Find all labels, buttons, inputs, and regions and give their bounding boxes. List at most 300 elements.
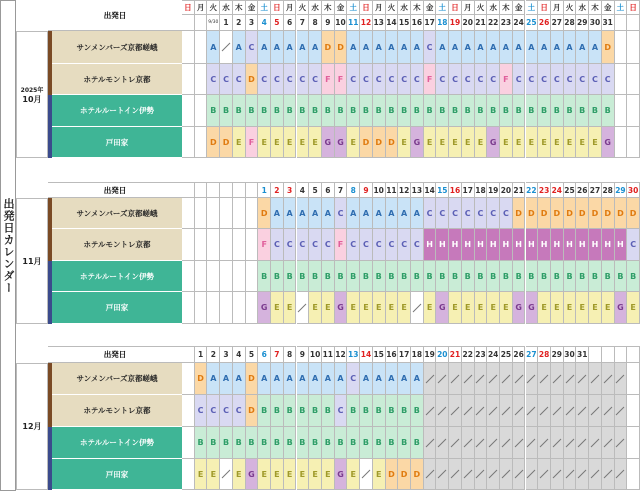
availability-cell-E[interactable]: E	[538, 292, 551, 324]
availability-cell-C[interactable]: C	[347, 64, 360, 95]
availability-cell-B[interactable]: B	[373, 395, 386, 427]
availability-cell-C[interactable]: C	[220, 64, 233, 95]
availability-cell-E[interactable]: E	[347, 292, 360, 324]
availability-cell-B[interactable]: B	[627, 261, 640, 292]
availability-cell-C[interactable]: C	[398, 229, 411, 261]
availability-cell-B[interactable]: B	[576, 95, 589, 127]
availability-cell-B[interactable]: B	[220, 427, 233, 459]
availability-cell-B[interactable]: B	[398, 95, 411, 127]
availability-cell-B[interactable]: B	[309, 261, 322, 292]
availability-cell-D[interactable]: D	[322, 31, 335, 64]
availability-cell-B[interactable]: B	[373, 95, 386, 127]
availability-cell-C[interactable]: C	[271, 64, 284, 95]
availability-cell-H[interactable]: H	[487, 229, 500, 261]
availability-cell-G[interactable]: G	[602, 127, 615, 158]
availability-cell-B[interactable]: B	[500, 261, 513, 292]
availability-cell-B[interactable]: B	[449, 95, 462, 127]
availability-cell-D[interactable]: D	[526, 198, 539, 229]
availability-cell-C[interactable]: C	[271, 229, 284, 261]
availability-cell-B[interactable]: B	[589, 95, 602, 127]
availability-cell-E[interactable]: E	[258, 459, 271, 490]
availability-cell-B[interactable]: B	[258, 261, 271, 292]
availability-cell-C[interactable]: C	[284, 229, 297, 261]
availability-cell-B[interactable]: B	[386, 261, 399, 292]
availability-cell-G[interactable]: G	[258, 292, 271, 324]
availability-cell-A[interactable]: A	[258, 363, 271, 395]
availability-cell-G[interactable]: G	[246, 459, 259, 490]
availability-cell-B[interactable]: B	[309, 95, 322, 127]
availability-cell-A[interactable]: A	[386, 31, 399, 64]
availability-cell-A[interactable]: A	[398, 363, 411, 395]
availability-cell-B[interactable]: B	[564, 261, 577, 292]
availability-cell-B[interactable]: B	[258, 395, 271, 427]
availability-cell-A[interactable]: A	[500, 31, 513, 64]
availability-cell-E[interactable]: E	[309, 127, 322, 158]
availability-cell-D[interactable]: D	[335, 31, 348, 64]
availability-cell-E[interactable]: E	[602, 292, 615, 324]
availability-cell-C[interactable]: C	[398, 64, 411, 95]
availability-cell-G[interactable]: G	[487, 127, 500, 158]
availability-cell-B[interactable]: B	[297, 427, 310, 459]
availability-cell-A[interactable]: A	[475, 31, 488, 64]
availability-cell-E[interactable]: E	[322, 459, 335, 490]
availability-cell-A[interactable]: A	[576, 31, 589, 64]
availability-cell-C[interactable]: C	[500, 198, 513, 229]
availability-cell-B[interactable]: B	[335, 261, 348, 292]
availability-cell-C[interactable]: C	[284, 64, 297, 95]
availability-cell-C[interactable]: C	[538, 64, 551, 95]
availability-cell-C[interactable]: C	[297, 229, 310, 261]
availability-cell-E[interactable]: E	[551, 127, 564, 158]
availability-cell-B[interactable]: B	[615, 261, 628, 292]
availability-cell-C[interactable]: C	[487, 64, 500, 95]
availability-cell-B[interactable]: B	[258, 427, 271, 459]
availability-cell-B[interactable]: B	[284, 427, 297, 459]
availability-cell-B[interactable]: B	[475, 261, 488, 292]
availability-cell-B[interactable]: B	[487, 95, 500, 127]
availability-cell-E[interactable]: E	[589, 127, 602, 158]
availability-cell-C[interactable]: C	[309, 64, 322, 95]
availability-cell-A[interactable]: A	[360, 198, 373, 229]
availability-cell-A[interactable]: A	[360, 363, 373, 395]
availability-cell-A[interactable]: A	[284, 31, 297, 64]
availability-cell-E[interactable]: E	[475, 127, 488, 158]
availability-cell-B[interactable]: B	[424, 261, 437, 292]
availability-cell-H[interactable]: H	[526, 229, 539, 261]
availability-cell-B[interactable]: B	[195, 427, 208, 459]
availability-cell-A[interactable]: A	[589, 31, 602, 64]
availability-cell-B[interactable]: B	[513, 95, 526, 127]
availability-cell-C[interactable]: C	[207, 395, 220, 427]
availability-cell-B[interactable]: B	[322, 395, 335, 427]
availability-cell-E[interactable]: E	[576, 127, 589, 158]
availability-cell-A[interactable]: A	[207, 31, 220, 64]
availability-cell-E[interactable]: E	[526, 127, 539, 158]
availability-cell-E[interactable]: E	[551, 292, 564, 324]
availability-cell-A[interactable]: A	[398, 198, 411, 229]
availability-cell-F[interactable]: F	[335, 229, 348, 261]
availability-cell-D[interactable]: D	[258, 198, 271, 229]
availability-cell-E[interactable]: E	[373, 459, 386, 490]
availability-cell-B[interactable]: B	[271, 95, 284, 127]
availability-cell-B[interactable]: B	[360, 395, 373, 427]
availability-cell-C[interactable]: C	[386, 64, 399, 95]
availability-cell-A[interactable]: A	[309, 198, 322, 229]
availability-cell-D[interactable]: D	[373, 127, 386, 158]
availability-cell-A[interactable]: A	[538, 31, 551, 64]
availability-cell-E[interactable]: E	[284, 127, 297, 158]
availability-cell-E[interactable]: E	[386, 292, 399, 324]
availability-cell-A[interactable]: A	[309, 31, 322, 64]
availability-cell-A[interactable]: A	[207, 363, 220, 395]
availability-cell-D[interactable]: D	[411, 459, 424, 490]
availability-cell-C[interactable]: C	[576, 64, 589, 95]
availability-cell-A[interactable]: A	[271, 363, 284, 395]
availability-cell-D[interactable]: D	[589, 198, 602, 229]
availability-cell-B[interactable]: B	[386, 95, 399, 127]
availability-cell-D[interactable]: D	[627, 198, 640, 229]
availability-cell-E[interactable]: E	[360, 292, 373, 324]
availability-cell-B[interactable]: B	[297, 261, 310, 292]
availability-cell-B[interactable]: B	[602, 261, 615, 292]
availability-cell-E[interactable]: E	[258, 127, 271, 158]
availability-cell-E[interactable]: E	[271, 459, 284, 490]
availability-cell-B[interactable]: B	[322, 261, 335, 292]
availability-cell-C[interactable]: C	[436, 198, 449, 229]
availability-cell-E[interactable]: E	[309, 292, 322, 324]
availability-cell-H[interactable]: H	[551, 229, 564, 261]
availability-cell-E[interactable]: E	[487, 292, 500, 324]
availability-cell-A[interactable]: A	[335, 363, 348, 395]
availability-cell-B[interactable]: B	[487, 261, 500, 292]
availability-cell-B[interactable]: B	[564, 95, 577, 127]
availability-cell-G[interactable]: G	[335, 459, 348, 490]
availability-cell-H[interactable]: H	[424, 229, 437, 261]
availability-cell-B[interactable]: B	[297, 95, 310, 127]
availability-cell-D[interactable]: D	[576, 198, 589, 229]
availability-cell-E[interactable]: E	[424, 292, 437, 324]
availability-cell-B[interactable]: B	[551, 261, 564, 292]
availability-cell-A[interactable]: A	[322, 198, 335, 229]
availability-cell-D[interactable]: D	[207, 127, 220, 158]
availability-cell-E[interactable]: E	[347, 127, 360, 158]
availability-cell-E[interactable]: E	[271, 292, 284, 324]
availability-cell-B[interactable]: B	[500, 95, 513, 127]
availability-cell-B[interactable]: B	[360, 261, 373, 292]
availability-cell-E[interactable]: E	[462, 127, 475, 158]
availability-cell-A[interactable]: A	[551, 31, 564, 64]
availability-cell-C[interactable]: C	[335, 395, 348, 427]
availability-cell-D[interactable]: D	[602, 198, 615, 229]
availability-cell-A[interactable]: A	[360, 31, 373, 64]
availability-cell-D[interactable]: D	[246, 363, 259, 395]
availability-cell-B[interactable]: B	[207, 427, 220, 459]
availability-cell-D[interactable]: D	[246, 64, 259, 95]
availability-cell-E[interactable]: E	[398, 292, 411, 324]
availability-cell-C[interactable]: C	[195, 395, 208, 427]
availability-cell-A[interactable]: A	[309, 363, 322, 395]
availability-cell-E[interactable]: E	[322, 292, 335, 324]
availability-cell-G[interactable]: G	[526, 292, 539, 324]
availability-cell-B[interactable]: B	[449, 261, 462, 292]
availability-cell-E[interactable]: E	[233, 127, 246, 158]
availability-cell-C[interactable]: C	[411, 229, 424, 261]
availability-cell-D[interactable]: D	[246, 395, 259, 427]
availability-cell-C[interactable]: C	[335, 198, 348, 229]
availability-cell-C[interactable]: C	[347, 363, 360, 395]
availability-cell-A[interactable]: A	[297, 31, 310, 64]
availability-cell-B[interactable]: B	[297, 395, 310, 427]
availability-cell-C[interactable]: C	[564, 64, 577, 95]
availability-cell-B[interactable]: B	[271, 261, 284, 292]
availability-cell-B[interactable]: B	[526, 261, 539, 292]
availability-cell-A[interactable]: A	[297, 363, 310, 395]
availability-cell-G[interactable]: G	[615, 292, 628, 324]
availability-cell-B[interactable]: B	[233, 427, 246, 459]
availability-cell-B[interactable]: B	[258, 95, 271, 127]
availability-cell-A[interactable]: A	[411, 363, 424, 395]
availability-cell-B[interactable]: B	[360, 95, 373, 127]
availability-cell-C[interactable]: C	[475, 198, 488, 229]
availability-cell-E[interactable]: E	[297, 127, 310, 158]
availability-cell-B[interactable]: B	[436, 261, 449, 292]
availability-cell-C[interactable]: C	[475, 64, 488, 95]
availability-cell-D[interactable]: D	[360, 127, 373, 158]
availability-cell-A[interactable]: A	[487, 31, 500, 64]
availability-cell-C[interactable]: C	[436, 64, 449, 95]
availability-cell-F[interactable]: F	[424, 64, 437, 95]
availability-cell-B[interactable]: B	[220, 95, 233, 127]
availability-cell-D[interactable]: D	[513, 198, 526, 229]
availability-cell-E[interactable]: E	[449, 127, 462, 158]
availability-cell-B[interactable]: B	[347, 395, 360, 427]
availability-cell-B[interactable]: B	[411, 427, 424, 459]
availability-cell-H[interactable]: H	[436, 229, 449, 261]
availability-cell-A[interactable]: A	[233, 363, 246, 395]
availability-cell-B[interactable]: B	[602, 95, 615, 127]
availability-cell-E[interactable]: E	[564, 292, 577, 324]
availability-cell-A[interactable]: A	[284, 363, 297, 395]
availability-cell-E[interactable]: E	[500, 127, 513, 158]
availability-cell-B[interactable]: B	[589, 261, 602, 292]
availability-cell-G[interactable]: G	[513, 292, 526, 324]
availability-cell-B[interactable]: B	[475, 95, 488, 127]
availability-cell-F[interactable]: F	[322, 64, 335, 95]
availability-cell-E[interactable]: E	[309, 459, 322, 490]
availability-cell-F[interactable]: F	[246, 127, 259, 158]
availability-cell-D[interactable]: D	[386, 127, 399, 158]
availability-cell-D[interactable]: D	[615, 198, 628, 229]
availability-cell-D[interactable]: D	[602, 31, 615, 64]
availability-cell-A[interactable]: A	[347, 198, 360, 229]
availability-cell-G[interactable]: G	[335, 292, 348, 324]
availability-cell-B[interactable]: B	[411, 261, 424, 292]
availability-cell-A[interactable]: A	[233, 31, 246, 64]
availability-cell-B[interactable]: B	[322, 95, 335, 127]
availability-cell-B[interactable]: B	[284, 395, 297, 427]
availability-cell-E[interactable]: E	[398, 127, 411, 158]
availability-cell-E[interactable]: E	[462, 292, 475, 324]
availability-cell-A[interactable]: A	[386, 198, 399, 229]
availability-cell-B[interactable]: B	[284, 95, 297, 127]
availability-cell-A[interactable]: A	[436, 31, 449, 64]
availability-cell-B[interactable]: B	[347, 261, 360, 292]
availability-cell-A[interactable]: A	[297, 198, 310, 229]
availability-cell-A[interactable]: A	[220, 363, 233, 395]
availability-cell-E[interactable]: E	[284, 459, 297, 490]
availability-cell-D[interactable]: D	[564, 198, 577, 229]
availability-cell-B[interactable]: B	[246, 95, 259, 127]
availability-cell-C[interactable]: C	[322, 229, 335, 261]
availability-cell-E[interactable]: E	[271, 127, 284, 158]
availability-cell-H[interactable]: H	[475, 229, 488, 261]
availability-cell-A[interactable]: A	[347, 31, 360, 64]
availability-cell-A[interactable]: A	[449, 31, 462, 64]
availability-cell-C[interactable]: C	[233, 64, 246, 95]
availability-cell-H[interactable]: H	[513, 229, 526, 261]
availability-cell-B[interactable]: B	[284, 261, 297, 292]
availability-cell-G[interactable]: G	[335, 127, 348, 158]
availability-cell-B[interactable]: B	[386, 395, 399, 427]
availability-cell-C[interactable]: C	[462, 198, 475, 229]
availability-cell-E[interactable]: E	[513, 127, 526, 158]
availability-cell-C[interactable]: C	[424, 198, 437, 229]
availability-cell-C[interactable]: C	[424, 31, 437, 64]
availability-cell-F[interactable]: F	[258, 229, 271, 261]
availability-cell-A[interactable]: A	[373, 31, 386, 64]
availability-cell-C[interactable]: C	[297, 64, 310, 95]
availability-cell-B[interactable]: B	[526, 95, 539, 127]
availability-cell-B[interactable]: B	[335, 427, 348, 459]
availability-cell-B[interactable]: B	[462, 95, 475, 127]
availability-cell-A[interactable]: A	[564, 31, 577, 64]
availability-cell-B[interactable]: B	[322, 427, 335, 459]
availability-cell-B[interactable]: B	[424, 95, 437, 127]
availability-cell-C[interactable]: C	[360, 64, 373, 95]
availability-cell-E[interactable]: E	[195, 459, 208, 490]
availability-cell-B[interactable]: B	[271, 427, 284, 459]
availability-cell-B[interactable]: B	[347, 95, 360, 127]
availability-cell-D[interactable]: D	[386, 459, 399, 490]
availability-cell-E[interactable]: E	[424, 127, 437, 158]
availability-cell-A[interactable]: A	[398, 31, 411, 64]
availability-cell-B[interactable]: B	[207, 95, 220, 127]
availability-cell-E[interactable]: E	[373, 292, 386, 324]
availability-cell-A[interactable]: A	[322, 363, 335, 395]
availability-cell-E[interactable]: E	[475, 292, 488, 324]
availability-cell-C[interactable]: C	[373, 229, 386, 261]
availability-cell-B[interactable]: B	[411, 95, 424, 127]
availability-cell-E[interactable]: E	[564, 127, 577, 158]
availability-cell-B[interactable]: B	[398, 395, 411, 427]
availability-cell-G[interactable]: G	[322, 127, 335, 158]
availability-cell-G[interactable]: G	[411, 127, 424, 158]
availability-cell-B[interactable]: B	[436, 95, 449, 127]
availability-cell-A[interactable]: A	[462, 31, 475, 64]
availability-cell-D[interactable]: D	[538, 198, 551, 229]
availability-cell-A[interactable]: A	[373, 198, 386, 229]
availability-cell-A[interactable]: A	[526, 31, 539, 64]
availability-cell-A[interactable]: A	[284, 198, 297, 229]
availability-cell-C[interactable]: C	[347, 229, 360, 261]
availability-cell-E[interactable]: E	[436, 127, 449, 158]
availability-cell-E[interactable]: E	[627, 292, 640, 324]
availability-cell-A[interactable]: A	[386, 363, 399, 395]
availability-cell-B[interactable]: B	[576, 261, 589, 292]
availability-cell-A[interactable]: A	[271, 31, 284, 64]
availability-cell-E[interactable]: E	[538, 127, 551, 158]
availability-cell-D[interactable]: D	[551, 198, 564, 229]
availability-cell-D[interactable]: D	[398, 459, 411, 490]
availability-cell-A[interactable]: A	[373, 363, 386, 395]
availability-cell-E[interactable]: E	[284, 292, 297, 324]
availability-cell-H[interactable]: H	[615, 229, 628, 261]
availability-cell-B[interactable]: B	[309, 427, 322, 459]
availability-cell-B[interactable]: B	[398, 261, 411, 292]
availability-cell-H[interactable]: H	[500, 229, 513, 261]
availability-cell-B[interactable]: B	[386, 427, 399, 459]
availability-cell-H[interactable]: H	[602, 229, 615, 261]
availability-cell-C[interactable]: C	[386, 229, 399, 261]
availability-cell-F[interactable]: F	[500, 64, 513, 95]
availability-cell-C[interactable]: C	[220, 395, 233, 427]
availability-cell-C[interactable]: C	[411, 64, 424, 95]
availability-cell-C[interactable]: C	[258, 64, 271, 95]
availability-cell-H[interactable]: H	[589, 229, 602, 261]
availability-cell-B[interactable]: B	[347, 427, 360, 459]
availability-cell-E[interactable]: E	[233, 459, 246, 490]
availability-cell-E[interactable]: E	[576, 292, 589, 324]
availability-cell-G[interactable]: G	[436, 292, 449, 324]
availability-cell-B[interactable]: B	[309, 395, 322, 427]
availability-cell-C[interactable]: C	[246, 31, 259, 64]
availability-cell-E[interactable]: E	[589, 292, 602, 324]
availability-cell-H[interactable]: H	[576, 229, 589, 261]
availability-cell-A[interactable]: A	[411, 31, 424, 64]
availability-cell-H[interactable]: H	[462, 229, 475, 261]
availability-cell-C[interactable]: C	[551, 64, 564, 95]
availability-cell-B[interactable]: B	[411, 395, 424, 427]
availability-cell-C[interactable]: C	[309, 229, 322, 261]
availability-cell-E[interactable]: E	[500, 292, 513, 324]
availability-cell-C[interactable]: C	[360, 229, 373, 261]
availability-cell-B[interactable]: B	[398, 427, 411, 459]
availability-cell-E[interactable]: E	[347, 459, 360, 490]
availability-cell-H[interactable]: H	[564, 229, 577, 261]
availability-cell-E[interactable]: E	[207, 459, 220, 490]
availability-cell-B[interactable]: B	[373, 261, 386, 292]
availability-cell-C[interactable]: C	[449, 64, 462, 95]
availability-cell-B[interactable]: B	[335, 95, 348, 127]
availability-cell-E[interactable]: E	[297, 459, 310, 490]
availability-cell-B[interactable]: B	[462, 261, 475, 292]
availability-cell-B[interactable]: B	[246, 427, 259, 459]
availability-cell-B[interactable]: B	[360, 427, 373, 459]
availability-cell-C[interactable]: C	[526, 64, 539, 95]
availability-cell-B[interactable]: B	[271, 395, 284, 427]
availability-cell-A[interactable]: A	[271, 198, 284, 229]
availability-cell-B[interactable]: B	[233, 95, 246, 127]
availability-cell-C[interactable]: C	[602, 64, 615, 95]
availability-cell-F[interactable]: F	[335, 64, 348, 95]
availability-cell-A[interactable]: A	[411, 198, 424, 229]
availability-cell-B[interactable]: B	[538, 95, 551, 127]
availability-cell-D[interactable]: D	[195, 363, 208, 395]
availability-cell-H[interactable]: H	[538, 229, 551, 261]
availability-cell-H[interactable]: H	[449, 229, 462, 261]
availability-cell-B[interactable]: B	[538, 261, 551, 292]
availability-cell-C[interactable]: C	[207, 64, 220, 95]
